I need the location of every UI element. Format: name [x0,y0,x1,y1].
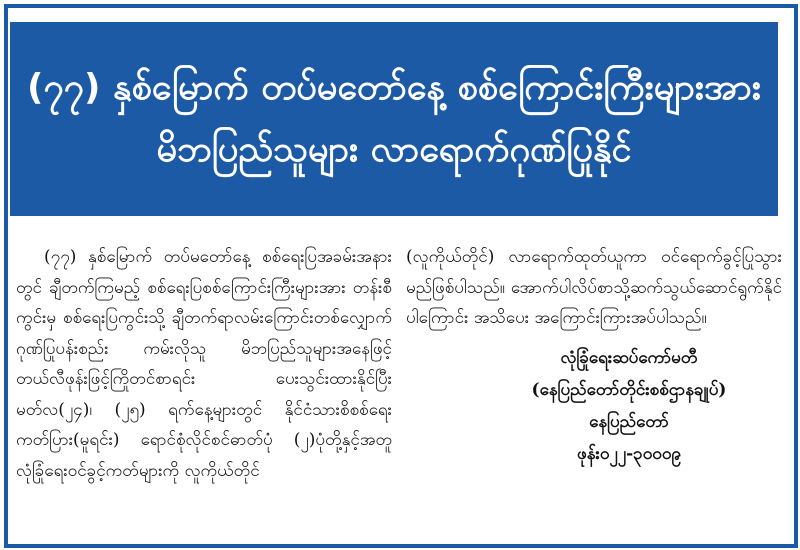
body-right-column [406,242,782,470]
title-line-1: (၇၇) နှစ်မြောက် တပ်မတော်နေ့ စစ်ကြောင်းကြီးများအား [26,67,761,108]
signature-headquarters: (နေပြည်တော်တိုင်းစစ်ဌာနချုပ်) [531,379,727,400]
announcement-header [10,22,778,216]
signature-block [406,342,782,470]
signature-phone: ဖုန်း၀၂၂-၃၀၀၀၉ [577,443,681,464]
title-line-2: မိဘပြည်သူများ လာရောက်ဂုဏ်ပြုနိုင် [156,129,632,170]
body-paragraph-left: (၇၇) နှစ်မြောက် တပ်မတော်နေ့ စစ်ရေးပြအခမ်းအနားတွင် ချီတက်ကြမည့် စစ်ရေးပြစစ်ကြောင်းကြီးများအား တန်းစီကွင်းမှ စစ်ရေးပြကွင်းသို့ ချီတက်ရာလမ်းကြောင်းတစ်လျှောက် ဂုဏ်ပြုပန်းစည်း ကမ်းလိုသူ မိဘပြည်သူများအနေဖြင့် တယ်လီဖုန်းဖြင့်ကြိုတင်စာရင်း ပေးသွင်းထားနိုင်ပြီး မတ်လ(၂၄)၊ (၂၅) ရက်နေ့များတွင် နိုင်ငံသားစိစစ်ရေးကတ်ပြား(မူရင်း) ရောင်စုံလိုင်စင်ဓာတ်ပုံ (၂)ပုံတို့နှင့်အတူ လုံခြုံရေးဝင်ခွင့်ကတ်များကို လူကိုယ်တိုင် [16,247,392,481]
body-paragraph-right: (လူကိုယ်တိုင်) လာရောက်ထုတ်ယူကာ ဝင်ရောက်ခွင့်ပြုသွားမည်ဖြစ်ပါသည်။ အောက်ပါလိပ်စာသို့ဆက်သွယ်ဆောင်ရွက်နိုင်ပါကြောင်း အသိပေး အကြောင်းကြားအပ်ပါသည်။ [406,247,782,328]
signature-city: နေပြည်တော် [589,411,669,432]
body-left-column [16,242,392,486]
signature-committee: လုံခြုံရေးဆပ်ကော်မတီ [560,347,698,368]
